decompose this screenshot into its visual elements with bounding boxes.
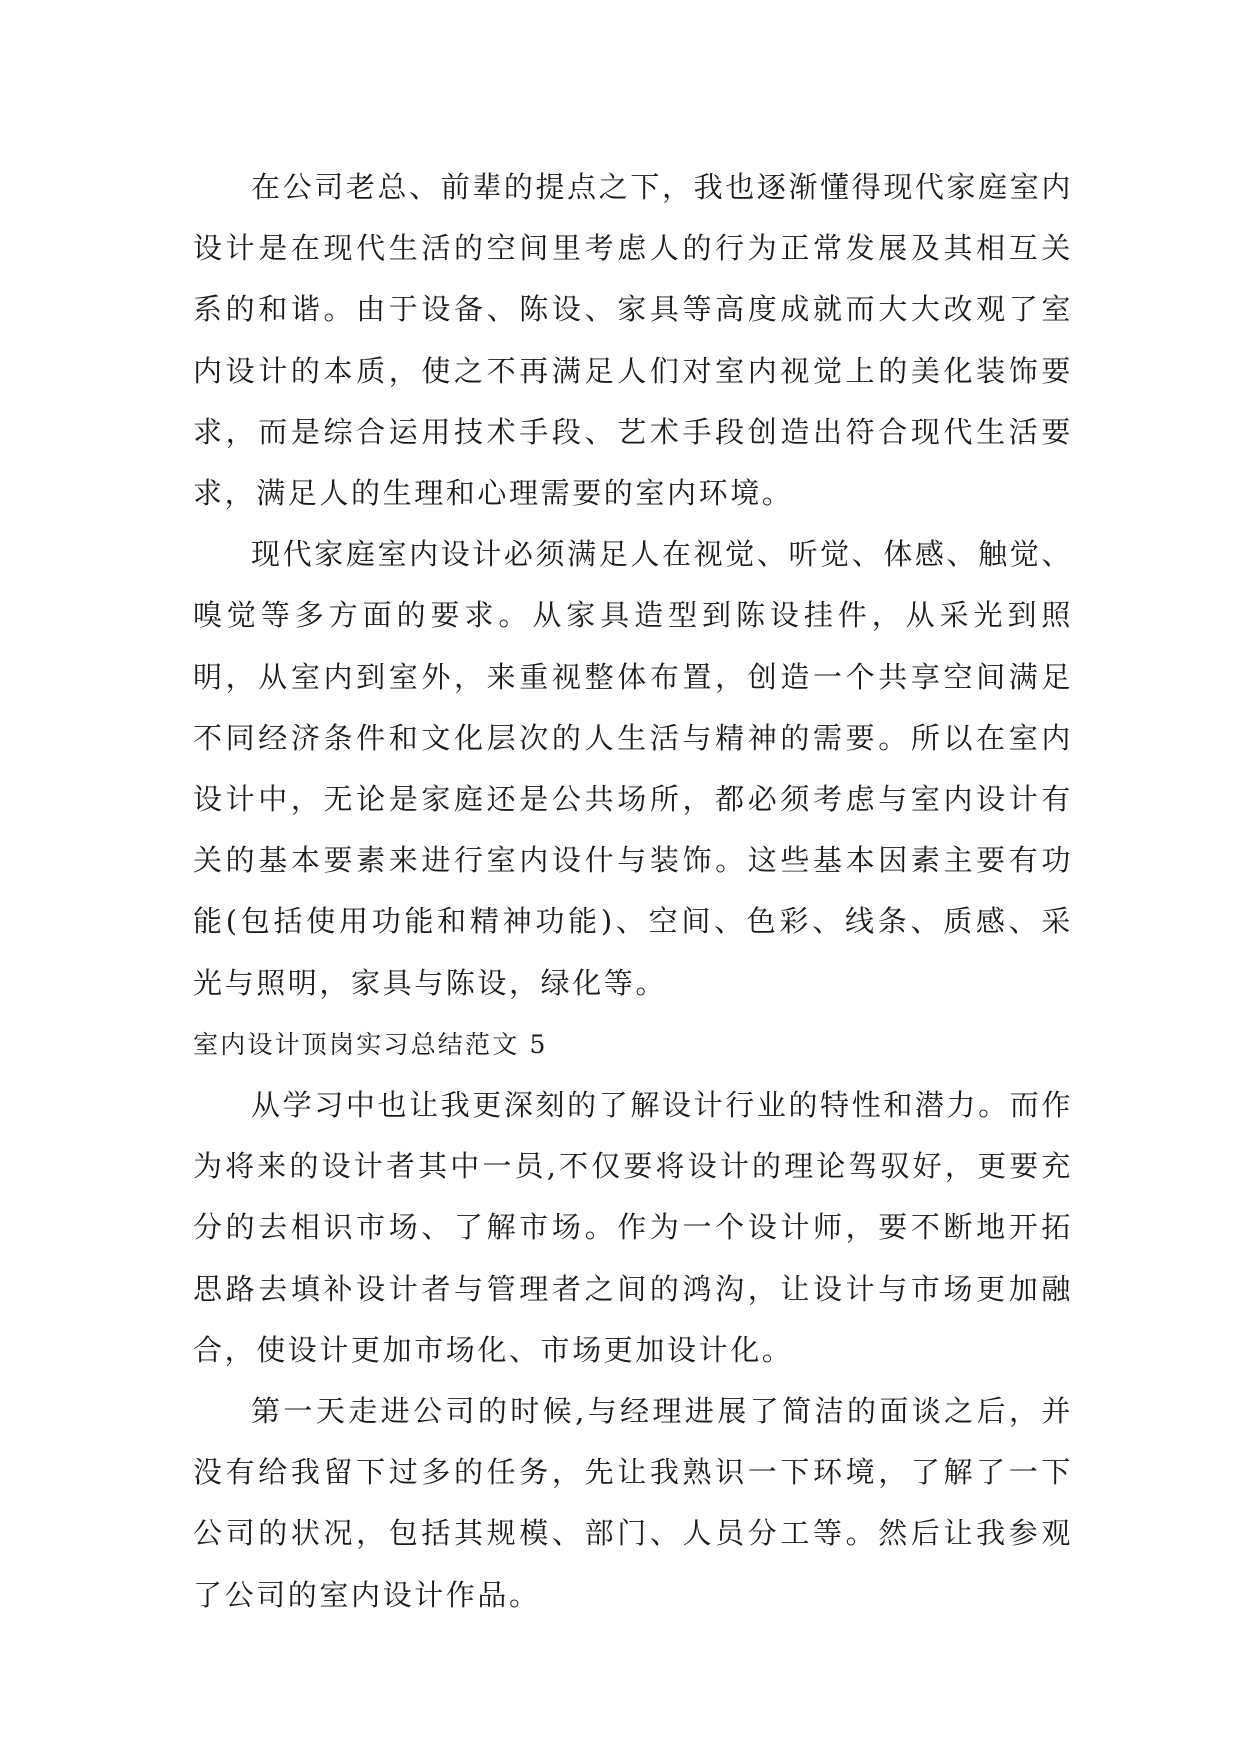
document-body — [193, 157, 1073, 1626]
paragraph-design-guidance: 在公司老总、前辈的提点之下，我也逐渐懂得现代家庭室内设计是在现代生活的空间里考虑人的行为正常发展及其相互关系的和谐。由于设备、陈设、家具等高度成就而大大改观了室内设计的本质，使之不再满足人们对室内视觉上的美化装饰要求，而是综合运用技术手段、艺术手段创造出符合现代生活要求，满足人的生理和心理需要的室内环境。 — [193, 170, 1073, 511]
paragraph-design-requirements: 现代家庭室内设计必须满足人在视觉、听觉、体感、触觉、嗅觉等多方面的要求。从家具造型到陈设挂件，从采光到照明，从室内到室外，来重视整体布置，创造一个共享空间满足不同经济条件和文化层次的人生活与精神的需要。所以在室内设计中，无论是家庭还是公共场所，都必须考虑与室内设计有关的基本要素来进行室内设什与装饰。这些基本因素主要有功能(包括使用功能和精神功能)、空间、色彩、线条、质感、采光与照明，家具与陈设，绿化等。 — [193, 537, 1073, 1000]
section-heading: 室内设计顶岗实习总结范文 5 — [193, 1029, 548, 1059]
paragraph-first-day: 第一天走进公司的时候,与经理进展了简洁的面谈之后，并没有给我留下过多的任务，先让我熟识一下环境，了解了一下公司的状况，包括其规模、部门、人员分工等。然后让我参观了公司的室内设计作品。 — [193, 1394, 1073, 1612]
paragraph-learning-market: 从学习中也让我更深刻的了解设计行业的特性和潜力。而作为将来的设计者其中一员,不仅要将设计的理论驾驭好，更要充分的去相识市场、了解市场。作为一个设计师，要不断地开拓思路去填补设计者与管理者之间的鸿沟，让设计与市场更加融合，使设计更加市场化、市场更加设计化。 — [193, 1088, 1073, 1367]
